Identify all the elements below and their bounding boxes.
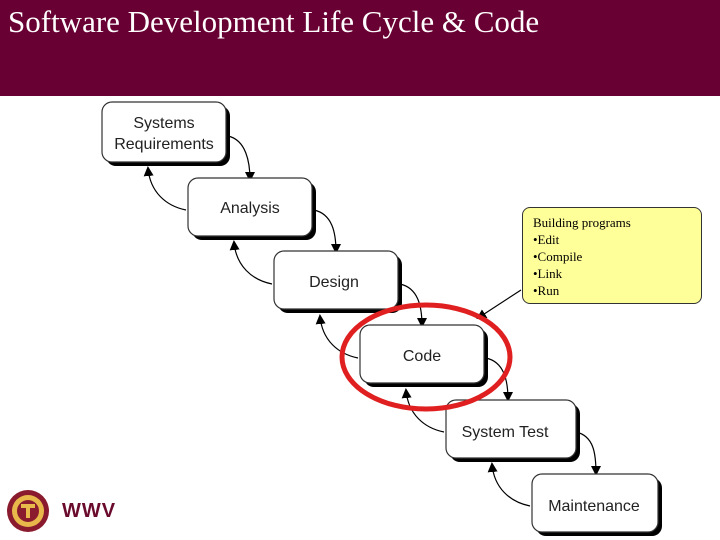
callout-pointer-arrow: [478, 290, 521, 318]
callout-item-compile: •Compile: [533, 249, 583, 264]
callout-heading: Building programs: [533, 215, 631, 230]
university-seal-logo: [6, 489, 50, 533]
arrow-forward-2: [314, 210, 336, 252]
callout-item-edit: •Edit: [533, 232, 560, 247]
phase-label-requirements: Requirements: [114, 136, 214, 153]
callout-item-link: •Link: [533, 266, 563, 281]
phase-label-systems: Systems: [133, 115, 195, 132]
arrow-back-2: [234, 242, 272, 284]
arrow-forward-1: [228, 136, 250, 180]
arrow-back-3: [320, 316, 358, 358]
footer-url-fragment[interactable]: WWV: [62, 500, 117, 522]
phase-label-system-test: System Test: [461, 424, 549, 441]
phase-label-maintenance: Maintenance: [548, 498, 640, 515]
phase-label-analysis: Analysis: [220, 200, 280, 217]
slide-title: Software Development Life Cycle & Code: [8, 4, 540, 39]
arrow-back-1: [148, 168, 186, 210]
arrow-back-5: [492, 464, 530, 506]
phase-box-systems-requirements: [102, 102, 226, 162]
callout-item-run: •Run: [533, 283, 560, 298]
phase-label-design: Design: [309, 274, 359, 291]
building-programs-callout: [522, 207, 702, 304]
phase-label-code: Code: [402, 348, 442, 365]
